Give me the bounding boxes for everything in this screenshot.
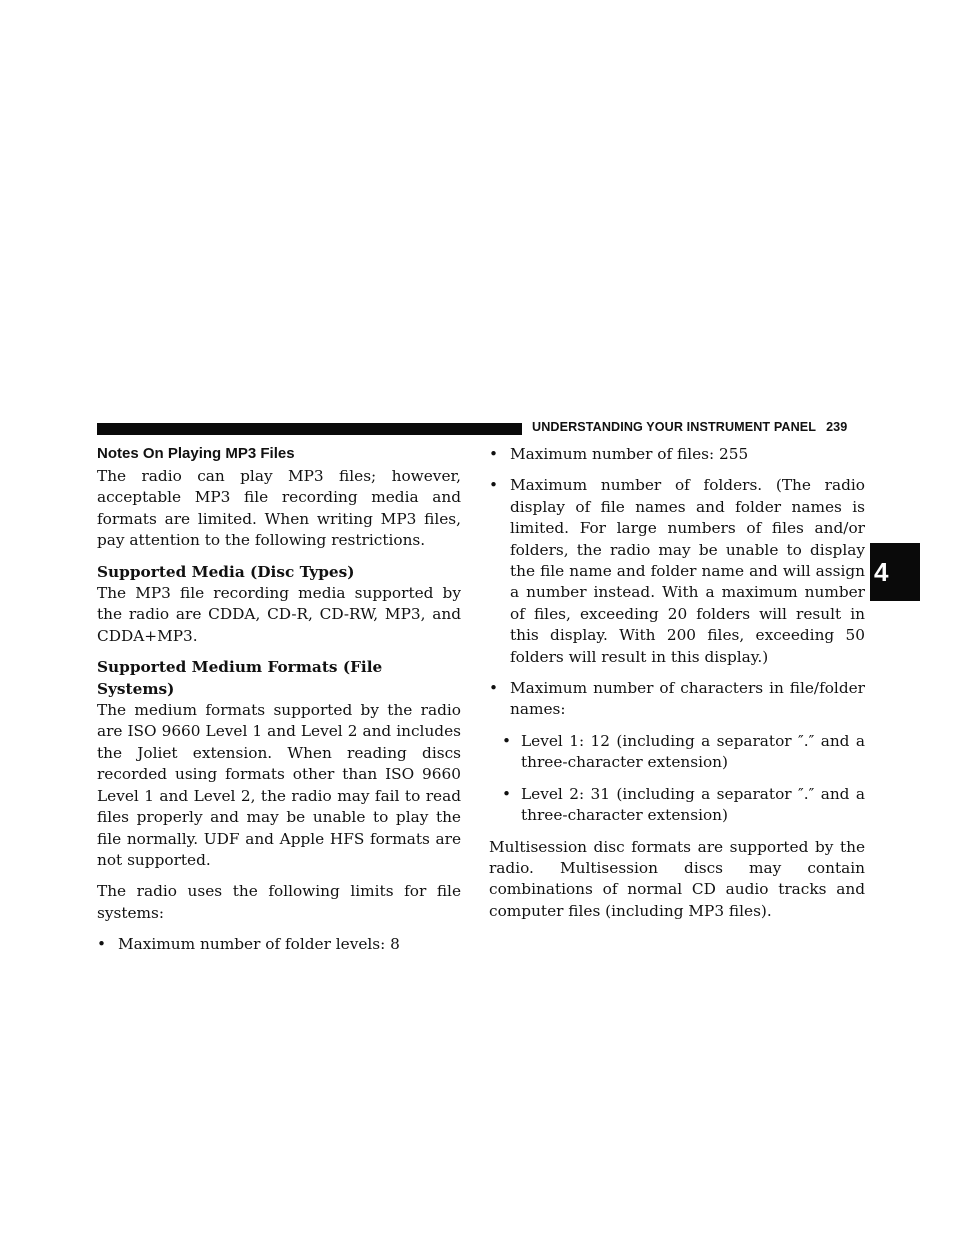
section-title: UNDERSTANDING YOUR INSTRUMENT PANEL <box>532 420 817 434</box>
bullet-icon: • <box>97 935 107 954</box>
media-paragraph: The MP3 file recording media supported by the radio are CDDA, CD-R, CD-RW, MP3, and CDDA+MP3. <box>97 584 461 645</box>
chapter-tab: 4 <box>870 543 920 601</box>
page-number: 239 <box>826 420 848 434</box>
running-header <box>532 420 847 434</box>
multisession-paragraph: Multisession disc formats are supported by the radio. Multisession discs may contain combinations of normal CD audio tracks and computer files (including MP3 files). <box>489 837 865 920</box>
bullet-icon: • <box>502 784 512 803</box>
sub-list-item <box>489 784 865 827</box>
list-item-text: Maximum number of characters in file/folder names: <box>510 679 865 719</box>
formats-heading: Supported Medium Formats (File Systems) <box>97 658 383 698</box>
header-rule <box>97 423 522 435</box>
section-heading: Notes On Playing MP3 Files <box>97 445 295 462</box>
intro-paragraph: The radio can play MP3 files; however, acceptable MP3 file recording media and formats are limited. When writing MP3 files, pay attention to the following restrictions. <box>97 467 461 550</box>
list-item-text: Maximum number of folder levels: 8 <box>118 935 400 954</box>
sub-list-item-text: Level 1: 12 (including a separator ″.″ and a three-character extension) <box>521 731 865 772</box>
list-item <box>489 475 865 668</box>
sub-list-item <box>489 731 865 774</box>
limits-intro: The radio uses the following limits for file systems: <box>97 882 461 922</box>
media-heading: Supported Media (Disc Types) <box>97 562 355 581</box>
list-item <box>489 444 865 465</box>
list-item-text: Maximum number of files: 255 <box>510 445 749 463</box>
bullet-icon: • <box>489 445 499 463</box>
list-item-text: Maximum number of folders. (The radio display of file names and folder names is limited. For large numbers of files and/or folders, the radio may be unable to display the file name and folder name and will assign a number instead. With a maximum number of files, exceeding 20 folders will result in this display. With 200 files, exceeding 50 folders will result in this display.) <box>510 476 865 666</box>
bullet-icon: • <box>489 679 499 698</box>
left-column <box>97 444 461 956</box>
sub-list-item-text: Level 2: 31 (including a separator ″.″ and a three-character extension) <box>521 784 865 825</box>
list-item <box>97 934 461 955</box>
list-item <box>489 678 865 721</box>
right-column <box>489 444 865 922</box>
formats-paragraph: The medium formats supported by the radio are ISO 9660 Level 1 and Level 2 and includes the Joliet extension. When reading discs recorded using formats other than ISO 9660 Level 1 and Level 2, the radio may fail to read files properly and may be unable to play the file normally. UDF and Apple HFS formats are not supported. <box>97 701 461 869</box>
bullet-icon: • <box>489 476 499 495</box>
bullet-icon: • <box>502 731 512 750</box>
